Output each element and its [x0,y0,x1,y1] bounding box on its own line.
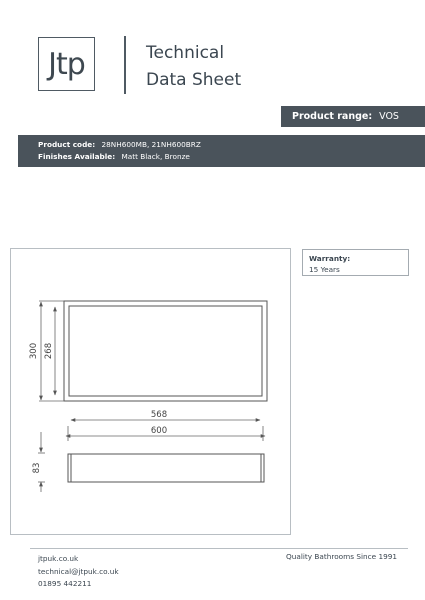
technical-drawing [10,248,291,535]
side-elevation [68,454,264,482]
inner-width-label: 568 [150,410,168,420]
outer-height-label: 300 [29,342,39,360]
document-title [146,40,241,94]
finishes-label: Finishes Available: [38,152,116,161]
website-link[interactable]: jtpuk.co.uk [38,554,79,563]
drawing-svg [11,249,292,536]
phone-number: 01895 442211 [38,579,92,588]
title-line-1: Technical [146,43,225,63]
depth-label: 83 [32,462,42,474]
logo-text: Jtp [48,46,85,82]
footer-divider [30,548,408,549]
finishes-value: Matt Black, Bronze [121,152,190,161]
title-line-2: Data Sheet [146,70,242,90]
product-code-label: Product code: [38,140,96,149]
outer-width-label: 600 [150,426,168,436]
inner-height-label: 268 [44,342,54,360]
product-code-bar [18,135,425,167]
warranty-label: Warranty: [309,254,351,263]
product-code-value: 28NH600MB, 21NH600BRZ [101,140,201,149]
product-range-label: Product range: [292,111,373,122]
footer-tagline: Quality Bathrooms Since 1991 [286,552,398,561]
warranty-box [302,249,409,276]
product-range-bar [281,106,425,127]
product-range-value: VOS [379,111,399,122]
product-code-row [38,139,425,151]
header-divider [124,36,126,94]
depth-dimension [38,432,45,492]
warranty-value: 15 Years [309,265,340,274]
email-link[interactable]: technical@jtpuk.co.uk [38,566,119,576]
finishes-row [38,151,425,163]
front-elevation [64,301,267,401]
footer-contact [38,553,119,591]
logo [38,37,95,91]
